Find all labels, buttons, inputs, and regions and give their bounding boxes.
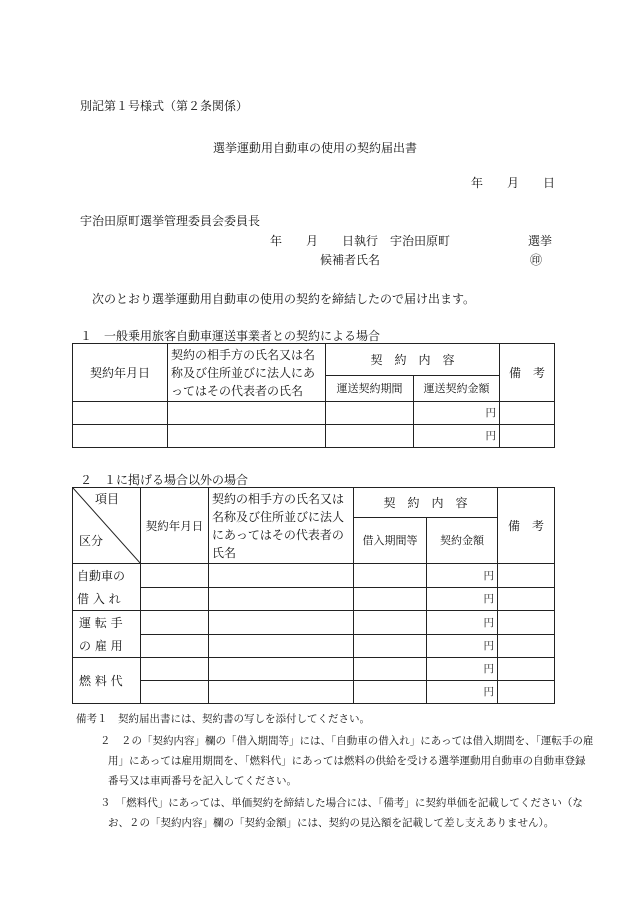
form-label: 別記第１号様式（第２条関係）	[80, 99, 249, 113]
cell[interactable]	[209, 658, 354, 681]
yen-cell[interactable]: 円	[427, 564, 498, 588]
s2-header-diagonal	[73, 488, 141, 564]
yen-cell[interactable]: 円	[427, 658, 498, 681]
cell[interactable]	[141, 635, 209, 658]
section1-heading: １ 一般乗用旅客自動車運送事業者との契約による場合	[80, 329, 381, 343]
note-2-line-2: 用」にあっては雇用期間を、「燃料代」にあっては燃料の供給を受ける選挙運動用自動車の自動車登録	[108, 755, 586, 767]
s2-header-item: 項目	[95, 492, 120, 506]
cell[interactable]	[141, 611, 209, 635]
table-row	[73, 658, 555, 681]
s1-header-contract: 契 約 内 容	[326, 344, 500, 376]
s1-header-remarks: 備 考	[500, 344, 555, 402]
table-row	[73, 588, 555, 611]
s1-header-party: 契約の相手方の氏名又は名称及び住所並びに法人にあってはその代表者の氏名	[168, 344, 326, 402]
cell[interactable]	[326, 402, 414, 425]
cell[interactable]	[354, 588, 427, 611]
s2-row-label: 借 入 れ	[73, 588, 141, 611]
cell[interactable]	[209, 564, 354, 588]
note-2-line-1: ２ ２の「契約内容」欄の「借入期間等」には、「自動車の借入れ」にあっては借入期間を、「運転手の雇	[100, 735, 594, 747]
table-row	[73, 402, 555, 425]
yen-cell[interactable]: 円	[427, 588, 498, 611]
cell[interactable]	[209, 681, 354, 704]
s2-header-amount: 契約金額	[427, 518, 498, 564]
table-row	[73, 635, 555, 658]
yen-cell[interactable]: 円	[414, 402, 500, 425]
s2-header-remarks: 備 考	[498, 488, 555, 564]
cell[interactable]	[73, 425, 168, 448]
cell[interactable]	[498, 681, 555, 704]
election-suffix: 選挙	[528, 234, 553, 248]
s2-header-date: 契約年月日	[141, 488, 209, 564]
note-3-line-2: お、２の「契約内容」欄の「契約金額」には、契約の見込額を記載して差し支えありません）。	[108, 817, 555, 829]
seal-mark: ㊞	[530, 253, 543, 267]
yen-cell[interactable]: 円	[427, 635, 498, 658]
table-row	[73, 425, 555, 448]
s1-header-amount: 運送契約金額	[414, 376, 500, 402]
s1-header-date: 契約年月日	[73, 344, 168, 402]
s2-header-category: 区分	[79, 534, 104, 548]
election-line: 年 月 日執行 宇治田原町	[270, 234, 451, 248]
cell[interactable]	[500, 402, 555, 425]
note-2-line-3: 番号又は車両番号を記入してください。	[108, 775, 297, 787]
s2-row-label: 自動車の	[73, 564, 141, 588]
yen-cell[interactable]: 円	[427, 681, 498, 704]
cell[interactable]	[209, 635, 354, 658]
note-1: 備考１ 契約届出書には、契約書の写しを添付してください。	[76, 713, 370, 725]
s1-header-period: 運送契約期間	[326, 376, 414, 402]
cell[interactable]	[209, 588, 354, 611]
cell[interactable]	[168, 425, 326, 448]
yen-cell[interactable]: 円	[414, 425, 500, 448]
s2-header-contract: 契 約 内 容	[354, 488, 498, 518]
section2-heading: ２ １に掲げる場合以外の場合	[80, 473, 249, 487]
table-row	[73, 681, 555, 704]
table-row	[73, 611, 555, 635]
note-3-line-1: ３ 「燃料代」にあっては、単価契約を締結した場合には、「備考」に契約単価を記載してください（な	[100, 797, 583, 809]
cell[interactable]	[354, 611, 427, 635]
cell[interactable]	[141, 564, 209, 588]
s2-header-period: 借入期間等	[354, 518, 427, 564]
cell[interactable]	[498, 658, 555, 681]
candidate-label: 候補者氏名	[320, 253, 381, 267]
s2-row-label: の 雇 用	[73, 635, 141, 658]
yen-cell[interactable]: 円	[427, 611, 498, 635]
document-title: 選挙運動用自動車の使用の契約届出書	[212, 141, 417, 155]
cell[interactable]	[73, 402, 168, 425]
cell[interactable]	[354, 635, 427, 658]
section1-table	[72, 343, 555, 448]
cell[interactable]	[500, 425, 555, 448]
cell[interactable]	[168, 402, 326, 425]
cell[interactable]	[498, 611, 555, 635]
cell[interactable]	[498, 635, 555, 658]
cell[interactable]	[498, 564, 555, 588]
cell[interactable]	[141, 588, 209, 611]
cell[interactable]	[354, 564, 427, 588]
date-line: 年 月 日	[471, 176, 556, 190]
cell[interactable]	[498, 588, 555, 611]
cell[interactable]	[141, 681, 209, 704]
intro-text: 次のとおり選挙運動用自動車の使用の契約を締結したので届け出ます。	[92, 292, 476, 306]
cell[interactable]	[354, 681, 427, 704]
section2-table	[72, 487, 555, 704]
cell[interactable]	[141, 658, 209, 681]
table-row	[73, 564, 555, 588]
s2-row-label: 運 転 手	[73, 611, 141, 635]
cell[interactable]	[209, 611, 354, 635]
addressee: 宇治田原町選挙管理委員会委員長	[80, 214, 261, 228]
cell[interactable]	[354, 658, 427, 681]
cell[interactable]	[326, 425, 414, 448]
s2-header-party: 契約の相手方の氏名又は名称及び住所並びに法人にあってはその代表者の氏名	[209, 488, 354, 564]
s2-row-label: 燃 料 代	[73, 658, 141, 704]
